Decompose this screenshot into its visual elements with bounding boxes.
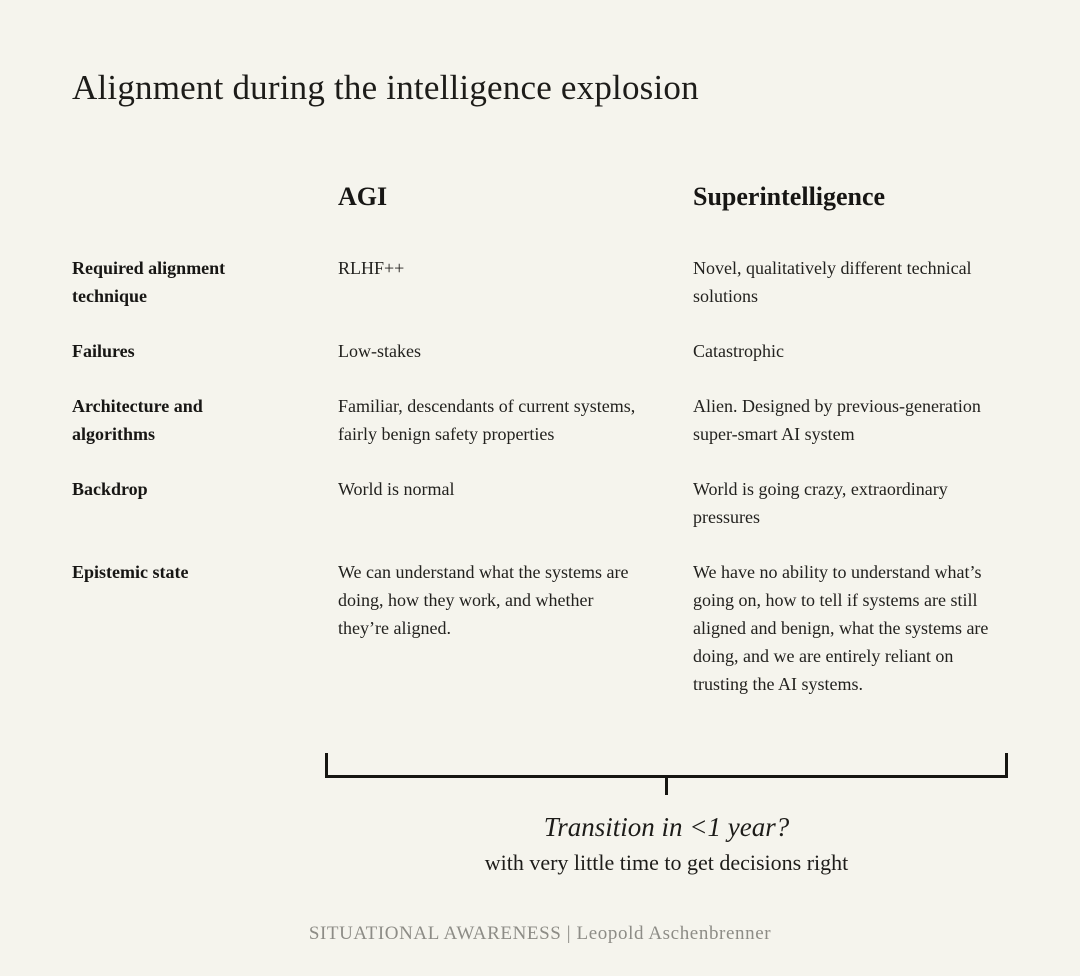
superintelligence-cell-epistemic-state: We have no ability to understand what’s going on, how to tell if systems are still aligned and benign, what the systems are doing, and we are entirely reliant on trusting the AI systems. xyxy=(693,562,989,694)
agi-cell-architecture-and-algorithms: Familiar, descendants of current systems, fairly benign safety properties xyxy=(338,396,636,444)
agi-cell-backdrop: World is normal xyxy=(338,479,455,499)
bracket-center-tick xyxy=(665,778,668,795)
superintelligence-cell-architecture-and-algorithms: Alien. Designed by previous-generation super-smart AI system xyxy=(693,396,981,444)
transition-annotation xyxy=(325,810,1008,878)
bracket-right-tick xyxy=(1005,753,1008,778)
row-label-architecture-and-algorithms: Architecture and algorithms xyxy=(72,396,203,444)
row-label-failures: Failures xyxy=(72,341,135,361)
span-bracket xyxy=(325,753,1008,795)
page-title: Alignment during the intelligence explosion xyxy=(72,68,699,107)
row-label-required-alignment-technique: Required alignment technique xyxy=(72,258,226,306)
column-header-spacer xyxy=(72,180,338,227)
column-header-agi: AGI xyxy=(338,182,388,211)
superintelligence-cell-required-alignment-technique: Novel, qualitatively different technical solutions xyxy=(693,258,972,306)
footer-attribution: SITUATIONAL AWARENESS | Leopold Aschenbrenner xyxy=(308,923,772,944)
superintelligence-cell-failures: Catastrophic xyxy=(693,341,784,361)
agi-cell-required-alignment-technique: RLHF++ xyxy=(338,258,405,278)
row-label-backdrop: Backdrop xyxy=(72,479,148,499)
transition-headline: Transition in <1 year? xyxy=(543,812,790,842)
superintelligence-cell-backdrop: World is going crazy, extraordinary pressures xyxy=(693,479,948,527)
row-label-epistemic-state: Epistemic state xyxy=(72,562,189,582)
column-header-superintelligence: Superintelligence xyxy=(693,182,886,211)
transition-subline: with very little time to get decisions right xyxy=(484,850,849,875)
agi-cell-failures: Low-stakes xyxy=(338,341,421,361)
comparison-table xyxy=(72,180,1010,698)
agi-cell-epistemic-state: We can understand what the systems are doing, how they work, and whether they’re aligned. xyxy=(338,562,629,638)
